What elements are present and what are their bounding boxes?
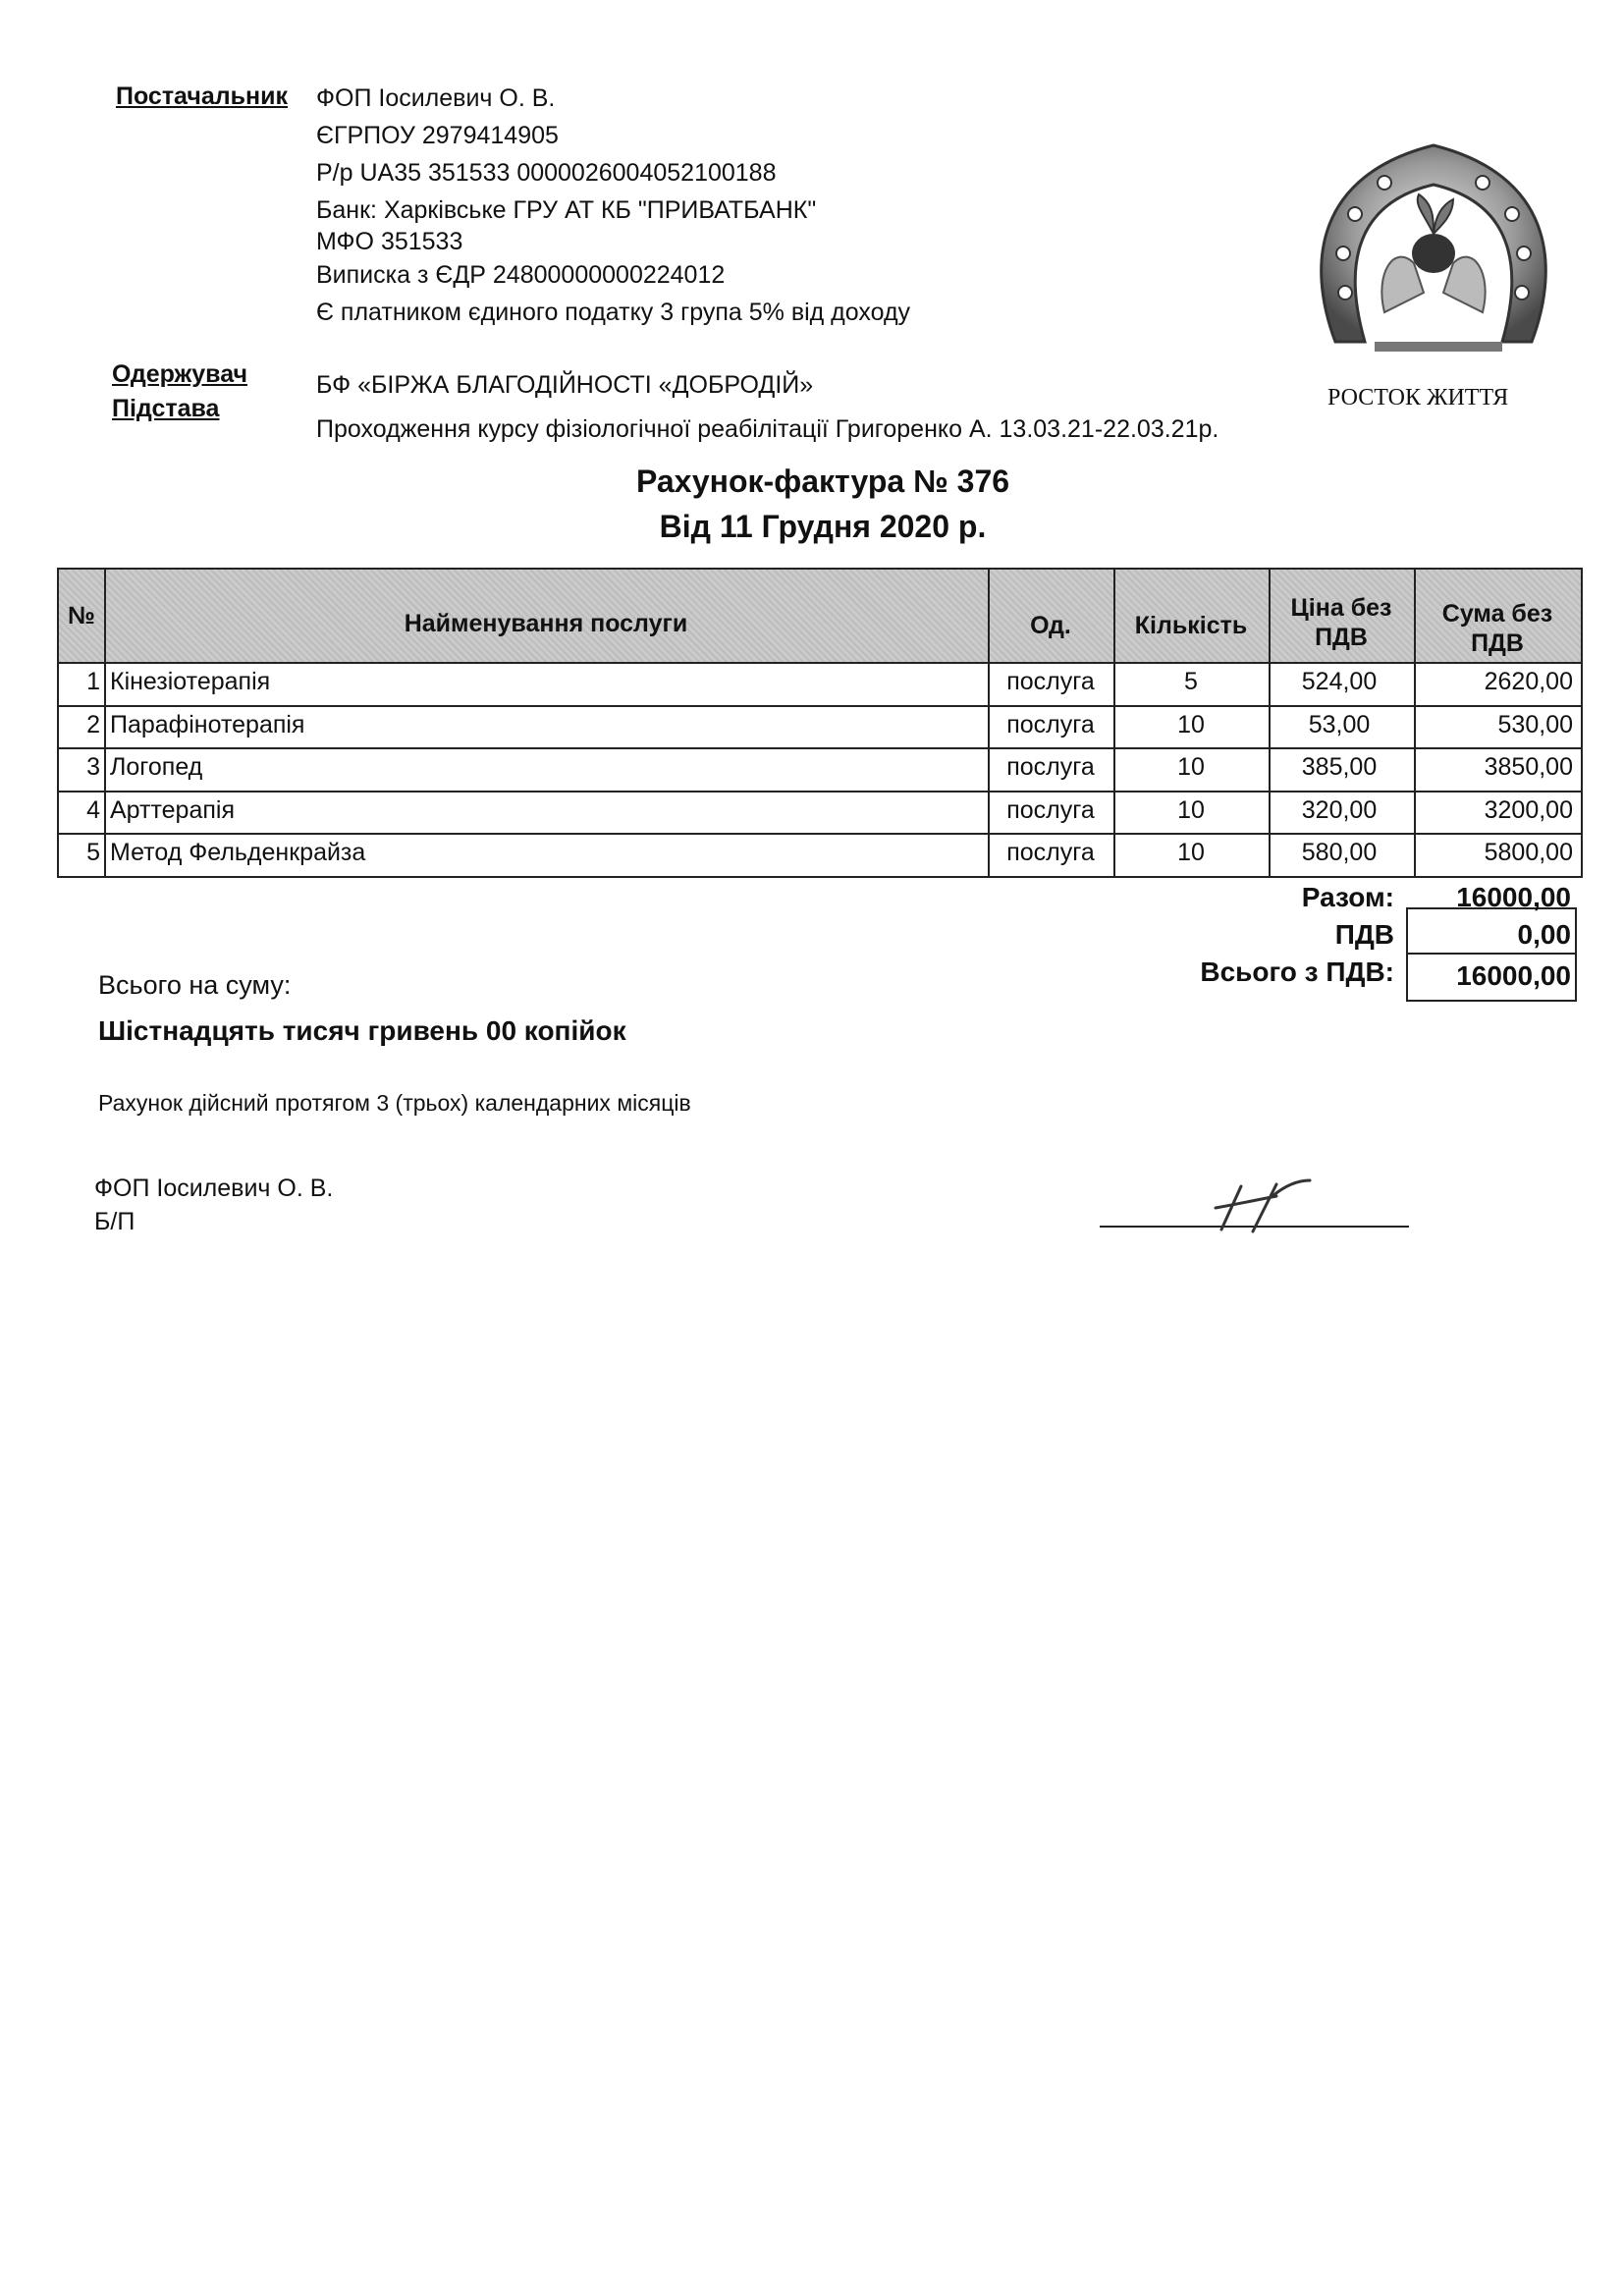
signatory-name: ФОП Іосилевич О. В.: [94, 1175, 334, 1202]
cell-unit: послуга: [1006, 795, 1095, 824]
services-table: [57, 568, 1583, 878]
cell-name: Парафінотерапія: [110, 710, 305, 738]
cell-price: 385,00: [1301, 753, 1378, 782]
cell-name: Логопед: [110, 753, 203, 782]
subtotal-label: Разом:: [1301, 882, 1394, 912]
cell-qty: 10: [1177, 753, 1205, 782]
cell-name: Метод Фельденкрайза: [110, 839, 366, 867]
subtotal-value: 16000,00: [1456, 882, 1571, 912]
cell-sum: 5800,00: [1484, 839, 1573, 867]
header-price: Ціна без ПДВ: [1290, 594, 1392, 651]
cell-price: 524,00: [1301, 668, 1378, 695]
invoice-date: Від 11 Грудня 2020 р.: [659, 509, 987, 544]
cell-no: 1: [86, 668, 100, 695]
cell-price: 580,00: [1301, 839, 1378, 867]
cell-no: 4: [86, 795, 100, 824]
recipient-name: БФ «БІРЖА БЛАГОДІЙНОСТІ «ДОБРОДІЙ»: [316, 371, 814, 399]
supplier-line: Банк: Харківське ГРУ АТ КБ "ПРИВАТБАНК": [316, 196, 817, 224]
supplier-line: МФО 351533: [316, 228, 463, 255]
supplier-label: Постачальник: [116, 82, 288, 110]
cell-unit: послуга: [1006, 839, 1095, 867]
basis-text: Проходження курсу фізіологічної реабілітації Григоренко А. 13.03.21-22.03.21р.: [316, 415, 1219, 443]
supplier-line: ЄГРПОУ 2979414905: [316, 122, 559, 149]
vat-value: 0,00: [1517, 919, 1571, 950]
cell-unit: послуга: [1006, 668, 1095, 695]
cell-name: Арттерапія: [110, 795, 235, 824]
cell-sum: 3200,00: [1484, 795, 1573, 824]
cell-price: 53,00: [1308, 710, 1371, 738]
logo-caption: РОСТОК ЖИТТЯ: [1327, 385, 1509, 410]
total-label: Всього з ПДВ:: [1200, 957, 1394, 987]
supplier-line: ФОП Іосилевич О. В.: [316, 84, 556, 112]
total-value: 16000,00: [1456, 960, 1571, 991]
cell-no: 5: [86, 839, 100, 867]
horseshoe-hands-sprout-icon: [1296, 116, 1571, 381]
cell-qty: 5: [1184, 668, 1198, 695]
cell-no: 3: [86, 753, 100, 782]
cell-sum: 2620,00: [1484, 668, 1573, 695]
cell-qty: 10: [1177, 795, 1205, 824]
supplier-line: Виписка з ЄДР 24800000000224012: [316, 261, 726, 289]
supplier-line: Р/р UA35 351533 0000026004052100188: [316, 159, 777, 187]
cell-sum: 3850,00: [1484, 753, 1573, 782]
invoice-title: Рахунок-фактура № 376: [635, 464, 1010, 499]
basis-label: Підстава: [112, 395, 220, 422]
cell-no: 2: [86, 710, 100, 738]
recipient-label: Одержувач: [112, 360, 248, 388]
supplier-line: Є платником єдиного податку 3 група 5% від доходу: [316, 299, 911, 326]
cell-sum: 530,00: [1497, 710, 1573, 738]
header-name: Найменування послуги: [404, 610, 688, 637]
signatory-note: Б/П: [94, 1208, 135, 1235]
header-unit: Од.: [1030, 612, 1071, 639]
cell-unit: послуга: [1006, 710, 1095, 738]
header-sum: Сума без ПДВ: [1441, 600, 1553, 657]
validity-note: Рахунок дійсний протягом 3 (трьох) календарних місяців: [98, 1090, 691, 1116]
signature-icon: [1208, 1175, 1316, 1237]
amount-label: Всього на суму:: [98, 970, 292, 1000]
cell-qty: 10: [1177, 710, 1205, 738]
cell-name: Кінезіотерапія: [110, 668, 271, 695]
cell-unit: послуга: [1006, 753, 1095, 782]
cell-price: 320,00: [1301, 795, 1378, 824]
header-qty: Кількість: [1134, 612, 1248, 639]
header-no: №: [68, 602, 95, 629]
cell-qty: 10: [1177, 839, 1205, 867]
supplier-details: [316, 84, 1200, 340]
vat-label: ПДВ: [1334, 919, 1394, 950]
amount-words: Шістнадцять тисяч гривень 00 копійок: [98, 1015, 626, 1046]
